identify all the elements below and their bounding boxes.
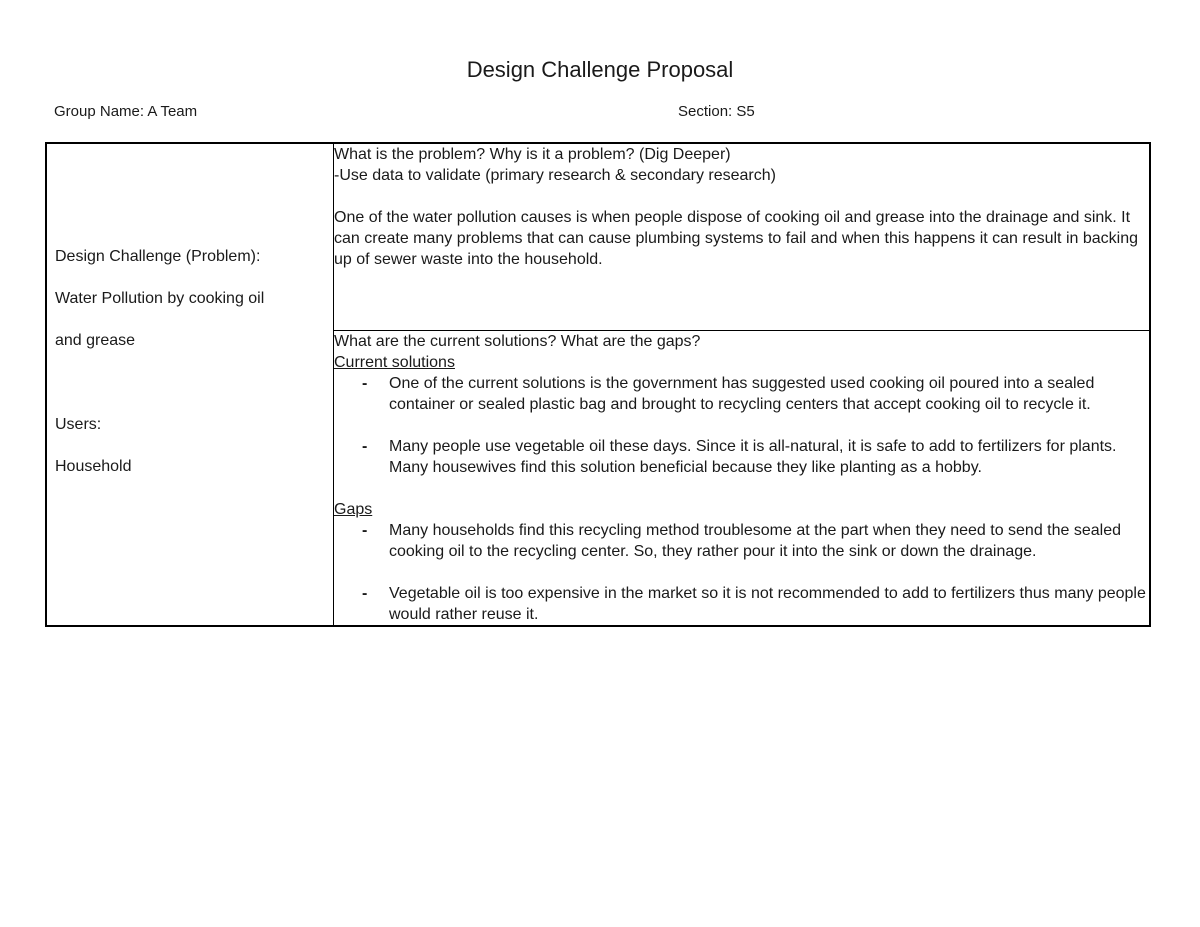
list-item: - Many households find this recycling method troublesome at the part when they need to send the sealed cooking oil to the recycling center. So, they rather pour it into the sink or down the drainage. [389, 520, 1149, 562]
challenge-column [46, 143, 334, 626]
users-value: Household [55, 458, 132, 475]
group-name: Group Name: A Team [54, 103, 198, 120]
section-label: Section: S5 [678, 103, 755, 120]
challenge-label: Design Challenge (Problem): [55, 248, 261, 265]
gaps-list [334, 520, 1149, 625]
list-item: - Many people use vegetable oil these days. Since it is all-natural, it is safe to add to fertilizers for plants. Many housewives find this solution beneficial because they like planting as a hobby. [389, 436, 1149, 478]
problem-cell [334, 143, 1151, 331]
challenge-value-line1: Water Pollution by cooking oil [55, 290, 265, 307]
document-title: Design Challenge Proposal [466, 57, 734, 82]
solutions-cell [334, 331, 1151, 627]
list-item: - One of the current solutions is the government has suggested used cooking oil poured into a sealed container or sealed plastic bag and brought to recycling centers that accept cooking oil to recycle it. [389, 373, 1149, 415]
problem-subheading: -Use data to validate (primary research & secondary research) [334, 167, 776, 184]
proposal-table [45, 142, 1151, 627]
problem-body: One of the water pollution causes is when people dispose of cooking oil and grease into the drainage and sink. It can create many problems that can cause plumbing systems to fail and when this happens it can result in backing up of sewer waste into the household. [334, 209, 1138, 268]
current-solutions-list [334, 373, 1149, 478]
challenge-value-line2: and grease [55, 332, 136, 349]
current-solutions-label: Current solutions [334, 354, 455, 371]
problem-heading: What is the problem? Why is it a problem? (Dig Deeper) [334, 146, 731, 163]
gaps-label: Gaps [334, 501, 373, 518]
solutions-heading: What are the current solutions? What are the gaps? [334, 333, 701, 350]
list-item: - Vegetable oil is too expensive in the market so it is not recommended to add to fertilizers thus many people would rather reuse it. [389, 583, 1149, 625]
users-label: Users: [55, 416, 102, 433]
